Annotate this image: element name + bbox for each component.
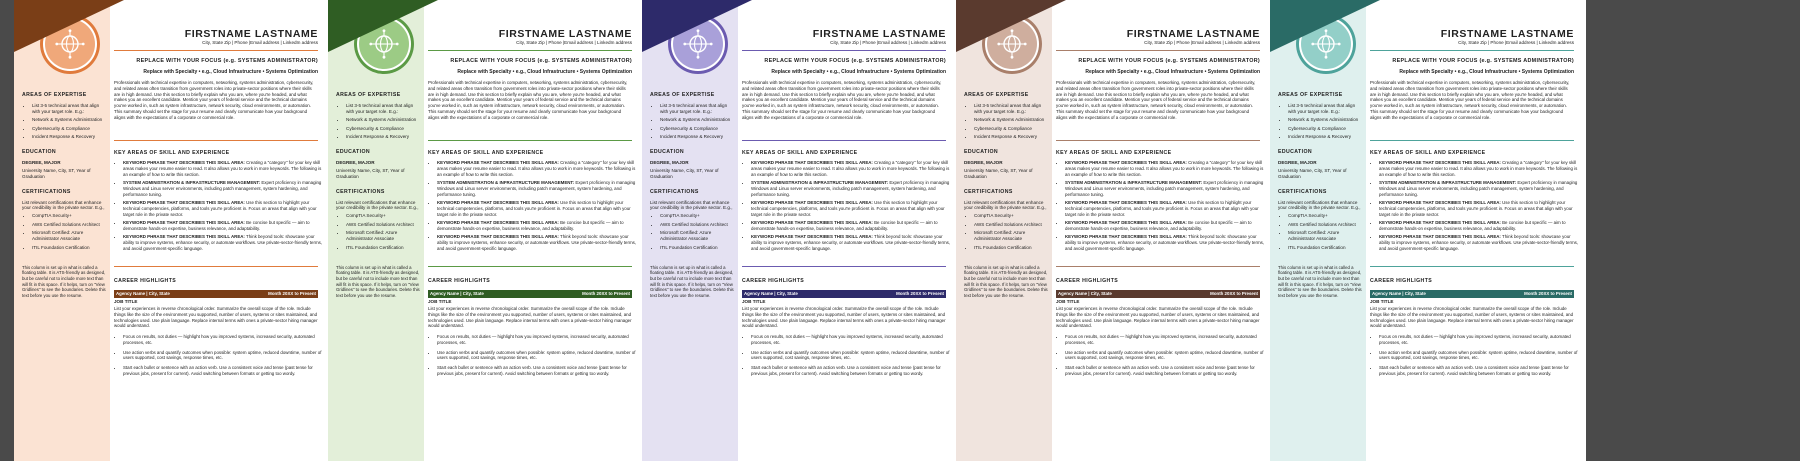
skill-text: Use this section to highlight your technical competencies, platforms, and tools you're proficient in. Focus on areas that align with your target role in the private sector. xyxy=(123,200,317,217)
skills-rule xyxy=(1370,266,1574,267)
skill-label: SYSTEM ADMINISTRATION & INFRASTRUCTURE MANAGEMENT: xyxy=(1065,180,1203,186)
skill-text: Be concise but specific — aim to demonstrate hands-on expertise, business relevance, and adaptability. xyxy=(1379,220,1566,231)
job-bullet: • Focus on results, not duties — highlight how you improved systems, increased security, automated processes, etc. xyxy=(437,334,641,346)
skill-item xyxy=(751,200,955,217)
candidate-name: FIRSTNAME LASTNAME xyxy=(812,28,946,40)
university: University Name, City, ST, Year of Graduation xyxy=(22,167,91,179)
sidebar xyxy=(14,0,110,461)
skills-heading: KEY AREAS OF SKILL AND EXPERIENCE xyxy=(114,150,230,156)
certification-item: • CompTIA Security+ xyxy=(346,213,420,219)
focus-headline: REPLACE WITH YOUR FOCUS (e.g. SYSTEMS ADMINISTRATOR) xyxy=(1392,58,1574,64)
degree: DEGREE, MAJOR xyxy=(1278,159,1317,165)
job-bullet: • Start each bullet or sentence with an action verb. Use a consistent voice and tense (past tense for previous jobs, present for current). Avoid switching between formats or getting too wordy. xyxy=(751,365,955,377)
job-bullet: • Focus on results, not duties — highlight how you improved systems, increased security, automated processes, etc. xyxy=(1065,334,1269,346)
skill-text: Think beyond tools: showcase your ability to improve systems, enhance security, or automate workflows. Use private-sector-friendly terms, and avoid government-specific language. xyxy=(1379,234,1579,251)
skill-label: KEYWORD PHRASE THAT DESCRIBES THIS SKILL AREA: xyxy=(1065,234,1187,240)
job-bullet: • Use action verbs and quantify outcomes when possible: system uptime, reduced downtime, number of users supported, cost savings, response times, etc. xyxy=(123,350,327,362)
main-content xyxy=(114,0,324,461)
job-title: JOB TITLE xyxy=(1056,299,1080,304)
job-description: List your experiences in reverse chronological order. Summarize the overall scope of the role. Include things like the size of the environment you supported, number of users, systems or sites maintained, and technologies used. Use plain language. Replace internal terms with ones a private-sector hiring manager would understand. xyxy=(742,306,946,329)
specialty-line: Replace with Specialty • e.g., Cloud Infrastructure • Systems Optimization xyxy=(457,69,632,75)
job-title: JOB TITLE xyxy=(428,299,452,304)
skills-rule xyxy=(114,266,318,267)
skill-item xyxy=(1065,234,1269,251)
certification-item: • Microsoft Certified: Azure Administrator Associate xyxy=(32,230,106,242)
expertise-item: • Cybersecurity & Compliance xyxy=(32,126,106,132)
certifications-intro: List relevant certifications that enhance your credibility in the private sector. E.g., xyxy=(1278,199,1361,211)
summary-rule xyxy=(428,140,632,141)
skills-rule xyxy=(1056,266,1260,267)
candidate-name: FIRSTNAME LASTNAME xyxy=(1126,28,1260,40)
expertise-heading: AREAS OF EXPERTISE xyxy=(22,92,87,98)
skill-item xyxy=(751,234,955,251)
main-content xyxy=(1056,0,1266,461)
skill-item xyxy=(437,180,641,197)
focus-headline: REPLACE WITH YOUR FOCUS (e.g. SYSTEMS ADMINISTRATOR) xyxy=(136,58,318,64)
skill-item xyxy=(751,160,955,177)
job-bullet: • Start each bullet or sentence with an action verb. Use a consistent voice and tense (past tense for previous jobs, present for current). Avoid switching between formats or getting too wordy. xyxy=(1065,365,1269,377)
skill-label: KEYWORD PHRASE THAT DESCRIBES THIS SKILL AREA: xyxy=(437,160,559,165)
expertise-item: • Network & Systems Administration xyxy=(346,117,420,123)
skill-text: Think beyond tools: showcase your ability to improve systems, enhance security, or automate workflows. Use private-sector-friendly terms, and avoid government-specific language. xyxy=(123,234,323,251)
skill-label: KEYWORD PHRASE THAT DESCRIBES THIS SKILL AREA: xyxy=(437,220,559,226)
sidebar xyxy=(956,0,1052,461)
degree: DEGREE, MAJOR xyxy=(336,159,375,165)
skill-item xyxy=(123,160,327,177)
certification-item: • ITIL Foundation Certification xyxy=(346,245,420,251)
corner-accent xyxy=(1270,0,1380,52)
contact-line: City, State Zip | Phone |Email address | LinkedIn address xyxy=(1144,40,1260,45)
job-header-bar xyxy=(1056,290,1260,298)
skill-label: KEYWORD PHRASE THAT DESCRIBES THIS SKILL AREA: xyxy=(1065,200,1187,206)
focus-headline: REPLACE WITH YOUR FOCUS (e.g. SYSTEMS ADMINISTRATOR) xyxy=(450,58,632,64)
university: University Name, City, ST, Year of Graduation xyxy=(650,167,719,179)
education-heading: EDUCATION xyxy=(336,149,371,156)
job-description: List your experiences in reverse chronological order. Summarize the overall scope of the role. Include things like the size of the environment you supported, number of users, systems or sites maintained, and technologies used. Use plain language. Replace internal terms with ones a private-sector hiring manager would understand. xyxy=(1370,306,1574,329)
contact-line: City, State Zip | Phone |Email address | LinkedIn address xyxy=(1458,40,1574,45)
career-heading: CAREER HIGHLIGHTS xyxy=(1056,278,1119,284)
skill-item xyxy=(123,200,327,217)
summary: Professionals with technical expertise in computers, networking, systems administration, cybersecurity, and related areas often transition from government roles into private-sector positions where their skills are in high demand. Use this section to briefly explain who you are, where you're headed, and what makes you an excellent candidate. Mention your years of federal service and the technical domains you've worked in, such as system infrastructure, network security, cloud environments, or automation. This summary should set the stage for your resume and clearly communicate how your background aligns with the expectations of a corporate or commercial role. xyxy=(1370,80,1570,120)
header-rule xyxy=(742,50,946,51)
table-note: This column is set up in what is called a floating table. It is ATS-friendly as designed, but be careful not to include more text than will fit in this space. If it helps, turn on "View Gridlines" to see the boundaries. Delete this text before you use the resume. xyxy=(650,264,734,298)
skill-item xyxy=(437,234,641,251)
job-title: JOB TITLE xyxy=(114,299,138,304)
skills-list xyxy=(114,160,327,254)
skill-text: Creating a "category" for your key skill areas makes your resume easier to read. It also allows you to work in more keywords. The following is an example of how to write this section. xyxy=(123,160,322,177)
certifications-heading: CERTIFICATIONS xyxy=(964,188,1013,195)
sidebar xyxy=(642,0,738,461)
contact-line: City, State Zip | Phone |Email address | LinkedIn address xyxy=(516,40,632,45)
main-content xyxy=(428,0,638,461)
education-heading: EDUCATION xyxy=(964,149,999,156)
job-bullet: • Focus on results, not duties — highlight how you improved systems, increased security, automated processes, etc. xyxy=(123,334,327,346)
skill-item xyxy=(123,180,327,197)
certification-item: • AWS Certified Solutions Architect xyxy=(660,222,734,228)
skill-label: KEYWORD PHRASE THAT DESCRIBES THIS SKILL AREA: xyxy=(1065,160,1187,165)
university: University Name, City, ST, Year of Graduation xyxy=(336,167,405,179)
expertise-list xyxy=(336,103,420,140)
expertise-item: • Network & Systems Administration xyxy=(974,117,1048,123)
education-heading: EDUCATION xyxy=(1278,149,1313,156)
skill-item xyxy=(1379,200,1583,217)
certification-item: • Microsoft Certified: Azure Administrator Associate xyxy=(660,230,734,242)
skills-heading: KEY AREAS OF SKILL AND EXPERIENCE xyxy=(1056,150,1172,156)
skill-item xyxy=(437,160,641,177)
expertise-item: • Incident Response & Recovery xyxy=(974,134,1048,140)
expertise-list xyxy=(1278,103,1362,140)
job-bullet: • Focus on results, not duties — highlight how you improved systems, increased security, automated processes, etc. xyxy=(1379,334,1583,346)
header-rule xyxy=(1056,50,1260,51)
expertise-item: • Cybersecurity & Compliance xyxy=(1288,126,1362,132)
skill-label: KEYWORD PHRASE THAT DESCRIBES THIS SKILL AREA: xyxy=(751,220,873,226)
skill-item xyxy=(437,220,641,232)
skill-item xyxy=(437,200,641,217)
expertise-list xyxy=(650,103,734,140)
university: University Name, City, ST, Year of Graduation xyxy=(964,167,1033,179)
certification-item: • CompTIA Security+ xyxy=(974,213,1048,219)
skill-text: Use this section to highlight your technical competencies, platforms, and tools you're proficient in. Focus on areas that align with your target role in the private sector. xyxy=(751,200,945,217)
resume-page-1[interactable] xyxy=(14,0,330,461)
job-agency: Agency Name | City, State xyxy=(116,290,170,296)
job-description: List your experiences in reverse chronological order. Summarize the overall scope of the role. Include things like the size of the environment you supported, number of users, systems or sites maintained, and technologies used. Use plain language. Replace internal terms with ones a private-sector hiring manager would understand. xyxy=(428,306,632,329)
sidebar xyxy=(328,0,424,461)
expertise-item: • List 3-5 technical areas that align with your target role. E.g.: xyxy=(32,103,106,115)
certifications-list xyxy=(22,213,106,250)
job-dates: Month 20XX to Present xyxy=(896,290,944,296)
table-note: This column is set up in what is called a floating table. It is ATS-friendly as designed, but be careful not to include more text than will fit in this space. If it helps, turn on "View Gridlines" to see the boundaries. Delete this text before you use the resume. xyxy=(336,264,420,298)
expertise-item: • List 3-5 technical areas that align with your target role. E.g.: xyxy=(660,103,734,115)
education-heading: EDUCATION xyxy=(650,149,685,156)
job-bullet: • Use action verbs and quantify outcomes when possible: system uptime, reduced downtime, number of users supported, cost savings, response times, etc. xyxy=(437,350,641,362)
summary: Professionals with technical expertise in computers, networking, systems administration, cybersecurity, and related areas often transition from government roles into private-sector positions where their skills are in high demand. Use this section to briefly explain who you are, where you're headed, and what makes you an excellent candidate. Mention your years of federal service and the technical domains you've worked in, such as system infrastructure, network security, cloud environments, or automation. This summary should set the stage for your resume and clearly communicate how your background aligns with the expectations of a corporate or commercial role. xyxy=(1056,80,1256,120)
skill-label: KEYWORD PHRASE THAT DESCRIBES THIS SKILL AREA: xyxy=(751,200,873,206)
expertise-heading: AREAS OF EXPERTISE xyxy=(650,92,715,98)
skill-label: KEYWORD PHRASE THAT DESCRIBES THIS SKILL AREA: xyxy=(751,234,873,240)
skill-text: Creating a "category" for your key skill areas makes your resume easier to read. It also allows you to work in more keywords. The following is an example of how to write this section. xyxy=(1065,160,1264,177)
skills-heading: KEY AREAS OF SKILL AND EXPERIENCE xyxy=(1370,150,1486,156)
skill-text: Be concise but specific — aim to demonstrate hands-on expertise, business relevance, and adaptability. xyxy=(1065,220,1252,231)
skill-item xyxy=(1379,160,1583,177)
corner-accent xyxy=(328,0,438,52)
job-header-bar xyxy=(742,290,946,298)
expertise-item: • Incident Response & Recovery xyxy=(1288,134,1362,140)
skill-item xyxy=(751,180,955,197)
summary-rule xyxy=(742,140,946,141)
education-heading: EDUCATION xyxy=(22,149,57,156)
job-dates: Month 20XX to Present xyxy=(1524,290,1572,296)
certification-item: • Microsoft Certified: Azure Administrator Associate xyxy=(1288,230,1362,242)
job-bullet: • Use action verbs and quantify outcomes when possible: system uptime, reduced downtime, number of users supported, cost savings, response times, etc. xyxy=(1379,350,1583,362)
job-header-bar xyxy=(114,290,318,298)
certification-item: • CompTIA Security+ xyxy=(32,213,106,219)
skill-label: KEYWORD PHRASE THAT DESCRIBES THIS SKILL AREA: xyxy=(437,234,559,240)
job-agency: Agency Name | City, State xyxy=(1058,290,1112,296)
skill-label: KEYWORD PHRASE THAT DESCRIBES THIS SKILL AREA: xyxy=(1379,200,1501,206)
job-agency: Agency Name | City, State xyxy=(1372,290,1426,296)
skill-item xyxy=(1379,180,1583,197)
skill-text: Creating a "category" for your key skill areas makes your resume easier to read. It also allows you to work in more keywords. The following is an example of how to write this section. xyxy=(1379,160,1578,177)
skill-text: Think beyond tools: showcase your ability to improve systems, enhance security, or automate workflows. Use private-sector-friendly terms, and avoid government-specific language. xyxy=(751,234,951,251)
expertise-item: • Network & Systems Administration xyxy=(660,117,734,123)
skill-text: Creating a "category" for your key skill areas makes your resume easier to read. It also allows you to work in more keywords. The following is an example of how to write this section. xyxy=(437,160,636,177)
degree: DEGREE, MAJOR xyxy=(650,159,689,165)
skill-text: Be concise but specific — aim to demonstrate hands-on expertise, business relevance, and adaptability. xyxy=(751,220,938,231)
expertise-list xyxy=(22,103,106,140)
sidebar xyxy=(1270,0,1366,461)
job-dates: Month 20XX to Present xyxy=(582,290,630,296)
skill-text: Expert proficiency in managing Windows and Linux server environments, including patch management, system hardening, and performance tuning. xyxy=(123,180,322,197)
header-rule xyxy=(114,50,318,51)
certification-item: • ITIL Foundation Certification xyxy=(1288,245,1362,251)
certification-item: • AWS Certified Solutions Architect xyxy=(1288,222,1362,228)
skill-label: KEYWORD PHRASE THAT DESCRIBES THIS SKILL AREA: xyxy=(123,220,245,226)
skill-label: KEYWORD PHRASE THAT DESCRIBES THIS SKILL AREA: xyxy=(123,200,245,206)
expertise-item: • List 3-5 technical areas that align with your target role. E.g.: xyxy=(346,103,420,115)
skill-item xyxy=(1065,180,1269,197)
expertise-item: • Incident Response & Recovery xyxy=(346,134,420,140)
expertise-item: • List 3-5 technical areas that align with your target role. E.g.: xyxy=(1288,103,1362,115)
job-bullet: • Use action verbs and quantify outcomes when possible: system uptime, reduced downtime, number of users supported, cost savings, response times, etc. xyxy=(1065,350,1269,362)
main-content xyxy=(742,0,952,461)
certifications-heading: CERTIFICATIONS xyxy=(336,188,385,195)
certifications-intro: List relevant certifications that enhance your credibility in the private sector. E.g., xyxy=(964,199,1047,211)
expertise-item: • Incident Response & Recovery xyxy=(660,134,734,140)
corner-accent xyxy=(642,0,752,52)
skill-text: Expert proficiency in managing Windows and Linux server environments, including patch management, system hardening, and performance tuning. xyxy=(751,180,950,197)
job-bullet: • Focus on results, not duties — highlight how you improved systems, increased security, automated processes, etc. xyxy=(751,334,955,346)
job-header-bar xyxy=(428,290,632,298)
certifications-intro: List relevant certifications that enhance your credibility in the private sector. E.g., xyxy=(336,199,419,211)
skill-label: SYSTEM ADMINISTRATION & INFRASTRUCTURE MANAGEMENT: xyxy=(123,180,261,186)
skills-rule xyxy=(428,266,632,267)
candidate-name: FIRSTNAME LASTNAME xyxy=(1440,28,1574,40)
job-bullet: • Start each bullet or sentence with an action verb. Use a consistent voice and tense (past tense for previous jobs, present for current). Avoid switching between formats or getting too wordy. xyxy=(123,365,327,377)
specialty-line: Replace with Specialty • e.g., Cloud Infrastructure • Systems Optimization xyxy=(771,69,946,75)
expertise-item: • Incident Response & Recovery xyxy=(32,134,106,140)
job-agency: Agency Name | City, State xyxy=(430,290,484,296)
summary: Professionals with technical expertise in computers, networking, systems administration, cybersecurity, and related areas often transition from government roles into private-sector positions where their skills are in high demand. Use this section to briefly explain who you are, where you're headed, and what makes you an excellent candidate. Mention your years of federal service and the technical domains you've worked in, such as system infrastructure, network security, cloud environments, or automation. This summary should set the stage for your resume and clearly communicate how your background aligns with the expectations of a corporate or commercial role. xyxy=(428,80,628,120)
expertise-item: • Network & Systems Administration xyxy=(1288,117,1362,123)
contact-line: City, State Zip | Phone |Email address | LinkedIn address xyxy=(202,40,318,45)
skill-text: Be concise but specific — aim to demonstrate hands-on expertise, business relevance, and adaptability. xyxy=(123,220,310,231)
certifications-list xyxy=(336,213,420,250)
skill-text: Think beyond tools: showcase your ability to improve systems, enhance security, or automate workflows. Use private-sector-friendly terms, and avoid government-specific language. xyxy=(1065,234,1265,251)
resume-page-4[interactable] xyxy=(956,0,1272,461)
job-bullets xyxy=(1370,334,1583,381)
corner-accent xyxy=(14,0,124,52)
skills-heading: KEY AREAS OF SKILL AND EXPERIENCE xyxy=(742,150,858,156)
skill-item xyxy=(1065,200,1269,217)
expertise-item: • Cybersecurity & Compliance xyxy=(660,126,734,132)
skills-list xyxy=(1056,160,1269,254)
specialty-line: Replace with Specialty • e.g., Cloud Infrastructure • Systems Optimization xyxy=(143,69,318,75)
header-rule xyxy=(428,50,632,51)
skill-label: KEYWORD PHRASE THAT DESCRIBES THIS SKILL AREA: xyxy=(1379,220,1501,226)
certification-item: • Microsoft Certified: Azure Administrator Associate xyxy=(346,230,420,242)
skills-heading: KEY AREAS OF SKILL AND EXPERIENCE xyxy=(428,150,544,156)
certifications-heading: CERTIFICATIONS xyxy=(1278,188,1327,195)
expertise-item: • List 3-5 technical areas that align with your target role. E.g.: xyxy=(974,103,1048,115)
focus-headline: REPLACE WITH YOUR FOCUS (e.g. SYSTEMS ADMINISTRATOR) xyxy=(1078,58,1260,64)
certifications-heading: CERTIFICATIONS xyxy=(650,188,699,195)
degree: DEGREE, MAJOR xyxy=(964,159,1003,165)
certification-item: • AWS Certified Solutions Architect xyxy=(32,222,106,228)
job-dates: Month 20XX to Present xyxy=(268,290,316,296)
skill-item xyxy=(1065,220,1269,232)
certification-item: • AWS Certified Solutions Architect xyxy=(974,222,1048,228)
career-heading: CAREER HIGHLIGHTS xyxy=(428,278,491,284)
expertise-item: • Cybersecurity & Compliance xyxy=(346,126,420,132)
main-content xyxy=(1370,0,1580,461)
skill-item xyxy=(1379,234,1583,251)
table-note: This column is set up in what is called a floating table. It is ATS-friendly as designed, but be careful not to include more text than will fit in this space. If it helps, turn on "View Gridlines" to see the boundaries. Delete this text before you use the resume. xyxy=(22,264,106,298)
certification-item: • CompTIA Security+ xyxy=(660,213,734,219)
certification-item: • Microsoft Certified: Azure Administrator Associate xyxy=(974,230,1048,242)
university: University Name, City, ST, Year of Graduation xyxy=(1278,167,1347,179)
job-title: JOB TITLE xyxy=(742,299,766,304)
resume-page-5[interactable] xyxy=(1270,0,1586,461)
specialty-line: Replace with Specialty • e.g., Cloud Infrastructure • Systems Optimization xyxy=(1085,69,1260,75)
job-bullets xyxy=(428,334,641,381)
header-rule xyxy=(1370,50,1574,51)
resume-page-3[interactable] xyxy=(642,0,958,461)
expertise-item: • Network & Systems Administration xyxy=(32,117,106,123)
skill-label: KEYWORD PHRASE THAT DESCRIBES THIS SKILL AREA: xyxy=(1379,160,1501,165)
certifications-list xyxy=(964,213,1048,250)
job-description: List your experiences in reverse chronological order. Summarize the overall scope of the role. Include things like the size of the environment you supported, number of users, systems or sites maintained, and technologies used. Use plain language. Replace internal terms with ones a private-sector hiring manager would understand. xyxy=(1056,306,1260,329)
expertise-list xyxy=(964,103,1048,140)
job-bullets xyxy=(742,334,955,381)
skill-label: KEYWORD PHRASE THAT DESCRIBES THIS SKILL AREA: xyxy=(123,160,245,165)
table-note: This column is set up in what is called a floating table. It is ATS-friendly as designed, but be careful not to include more text than will fit in this space. If it helps, turn on "View Gridlines" to see the boundaries. Delete this text before you use the resume. xyxy=(1278,264,1362,298)
skill-text: Be concise but specific — aim to demonstrate hands-on expertise, business relevance, and adaptability. xyxy=(437,220,624,231)
job-bullet: • Start each bullet or sentence with an action verb. Use a consistent voice and tense (past tense for previous jobs, present for current). Avoid switching between formats or getting too wordy. xyxy=(437,365,641,377)
summary-rule xyxy=(114,140,318,141)
job-bullets xyxy=(114,334,327,381)
skill-label: SYSTEM ADMINISTRATION & INFRASTRUCTURE MANAGEMENT: xyxy=(437,180,575,186)
certifications-list xyxy=(650,213,734,250)
corner-accent xyxy=(956,0,1066,52)
skill-item xyxy=(751,220,955,232)
skill-item xyxy=(1379,220,1583,232)
summary: Professionals with technical expertise in computers, networking, systems administration, cybersecurity, and related areas often transition from government roles into private-sector positions where their skills are in high demand. Use this section to briefly explain who you are, where you're headed, and what makes you an excellent candidate. Mention your years of federal service and the technical domains you've worked in, such as system infrastructure, network security, cloud environments, or automation. This summary should set the stage for your resume and clearly communicate how your background aligns with the expectations of a corporate or commercial role. xyxy=(114,80,314,120)
skills-list xyxy=(428,160,641,254)
certifications-list xyxy=(1278,213,1362,250)
skill-text: Creating a "category" for your key skill areas makes your resume easier to read. It also allows you to work in more keywords. The following is an example of how to write this section. xyxy=(751,160,950,177)
skill-text: Use this section to highlight your technical competencies, platforms, and tools you're proficient in. Focus on areas that align with your target role in the private sector. xyxy=(437,200,631,217)
table-note: This column is set up in what is called a floating table. It is ATS-friendly as designed, but be careful not to include more text than will fit in this space. If it helps, turn on "View Gridlines" to see the boundaries. Delete this text before you use the resume. xyxy=(964,264,1048,298)
skill-label: KEYWORD PHRASE THAT DESCRIBES THIS SKILL AREA: xyxy=(437,200,559,206)
skill-label: KEYWORD PHRASE THAT DESCRIBES THIS SKILL AREA: xyxy=(123,234,245,240)
summary-rule xyxy=(1370,140,1574,141)
skill-label: KEYWORD PHRASE THAT DESCRIBES THIS SKILL AREA: xyxy=(1379,234,1501,240)
focus-headline: REPLACE WITH YOUR FOCUS (e.g. SYSTEMS ADMINISTRATOR) xyxy=(764,58,946,64)
certification-item: • ITIL Foundation Certification xyxy=(660,245,734,251)
job-description: List your experiences in reverse chronological order. Summarize the overall scope of the role. Include things like the size of the environment you supported, number of users, systems or sites maintained, and technologies used. Use plain language. Replace internal terms with ones a private-sector hiring manager would understand. xyxy=(114,306,318,329)
expertise-heading: AREAS OF EXPERTISE xyxy=(964,92,1029,98)
expertise-heading: AREAS OF EXPERTISE xyxy=(1278,92,1343,98)
certification-item: • CompTIA Security+ xyxy=(1288,213,1362,219)
summary-rule xyxy=(1056,140,1260,141)
expertise-heading: AREAS OF EXPERTISE xyxy=(336,92,401,98)
certifications-intro: List relevant certifications that enhance your credibility in the private sector. E.g., xyxy=(22,199,105,211)
resume-page-2[interactable] xyxy=(328,0,644,461)
expertise-item: • Cybersecurity & Compliance xyxy=(974,126,1048,132)
skills-list xyxy=(1370,160,1583,254)
skill-text: Use this section to highlight your technical competencies, platforms, and tools you're proficient in. Focus on areas that align with your target role in the private sector. xyxy=(1065,200,1259,217)
skill-label: SYSTEM ADMINISTRATION & INFRASTRUCTURE MANAGEMENT: xyxy=(751,180,889,186)
skills-rule xyxy=(742,266,946,267)
specialty-line: Replace with Specialty • e.g., Cloud Infrastructure • Systems Optimization xyxy=(1399,69,1574,75)
job-header-bar xyxy=(1370,290,1574,298)
job-bullet: • Use action verbs and quantify outcomes when possible: system uptime, reduced downtime, number of users supported, cost savings, response times, etc. xyxy=(751,350,955,362)
job-dates: Month 20XX to Present xyxy=(1210,290,1258,296)
job-bullet: • Start each bullet or sentence with an action verb. Use a consistent voice and tense (past tense for previous jobs, present for current). Avoid switching between formats or getting too wordy. xyxy=(1379,365,1583,377)
job-title: JOB TITLE xyxy=(1370,299,1394,304)
contact-line: City, State Zip | Phone |Email address | LinkedIn address xyxy=(830,40,946,45)
skill-text: Expert proficiency in managing Windows and Linux server environments, including patch management, system hardening, and performance tuning. xyxy=(1065,180,1264,197)
candidate-name: FIRSTNAME LASTNAME xyxy=(184,28,318,40)
skill-label: SYSTEM ADMINISTRATION & INFRASTRUCTURE MANAGEMENT: xyxy=(1379,180,1517,186)
skill-label: KEYWORD PHRASE THAT DESCRIBES THIS SKILL AREA: xyxy=(751,160,873,165)
skill-text: Expert proficiency in managing Windows and Linux server environments, including patch management, system hardening, and performance tuning. xyxy=(437,180,636,197)
skill-text: Expert proficiency in managing Windows and Linux server environments, including patch management, system hardening, and performance tuning. xyxy=(1379,180,1578,197)
summary: Professionals with technical expertise in computers, networking, systems administration, cybersecurity, and related areas often transition from government roles into private-sector positions where their skills are in high demand. Use this section to briefly explain who you are, where you're headed, and what makes you an excellent candidate. Mention your years of federal service and the technical domains you've worked in, such as system infrastructure, network security, cloud environments, or automation. This summary should set the stage for your resume and clearly communicate how your background aligns with the expectations of a corporate or commercial role. xyxy=(742,80,942,120)
candidate-name: FIRSTNAME LASTNAME xyxy=(498,28,632,40)
certifications-intro: List relevant certifications that enhance your credibility in the private sector. E.g., xyxy=(650,199,733,211)
career-heading: CAREER HIGHLIGHTS xyxy=(1370,278,1433,284)
skill-item xyxy=(123,234,327,251)
skill-text: Use this section to highlight your technical competencies, platforms, and tools you're proficient in. Focus on areas that align with your target role in the private sector. xyxy=(1379,200,1573,217)
skill-text: Think beyond tools: showcase your ability to improve systems, enhance security, or automate workflows. Use private-sector-friendly terms, and avoid government-specific language. xyxy=(437,234,637,251)
career-heading: CAREER HIGHLIGHTS xyxy=(114,278,177,284)
skill-item xyxy=(123,220,327,232)
certification-item: • ITIL Foundation Certification xyxy=(32,245,106,251)
certification-item: • ITIL Foundation Certification xyxy=(974,245,1048,251)
degree: DEGREE, MAJOR xyxy=(22,159,61,165)
certification-item: • AWS Certified Solutions Architect xyxy=(346,222,420,228)
career-heading: CAREER HIGHLIGHTS xyxy=(742,278,805,284)
job-bullets xyxy=(1056,334,1269,381)
job-agency: Agency Name | City, State xyxy=(744,290,798,296)
skill-item xyxy=(1065,160,1269,177)
certifications-heading: CERTIFICATIONS xyxy=(22,188,71,195)
skill-label: KEYWORD PHRASE THAT DESCRIBES THIS SKILL AREA: xyxy=(1065,220,1187,226)
skills-list xyxy=(742,160,955,254)
